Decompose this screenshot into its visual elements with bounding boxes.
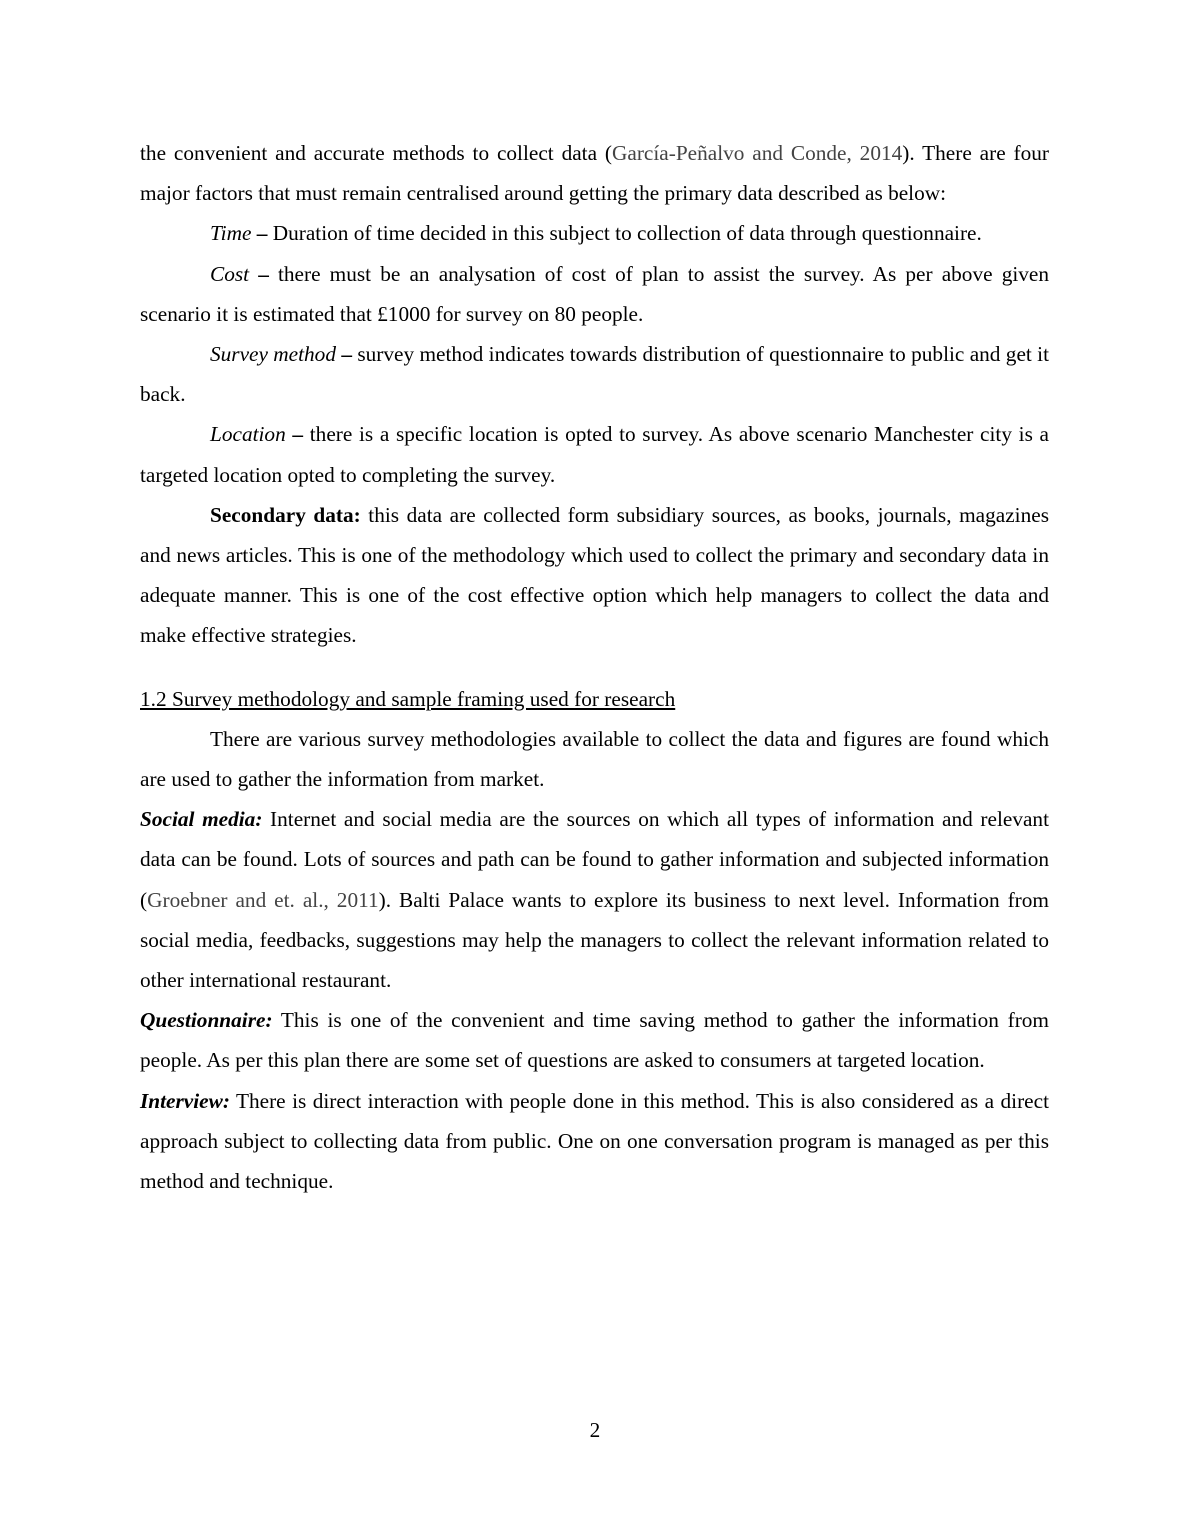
factor-time bbox=[140, 213, 1049, 253]
factor-dash: – bbox=[249, 261, 278, 286]
method-term: Social media: bbox=[140, 807, 263, 832]
citation-groebner: Groebner and et. al., 2011 bbox=[147, 887, 379, 912]
factor-dash: – bbox=[285, 422, 310, 447]
citation-garcia: García-Peñalvo and Conde, 2014 bbox=[611, 141, 903, 165]
method-text: There is direct interaction with people done in this method. This is also considered as a direct approach subject to collecting data from public. One on one conversation program is managed as per this method and technique. bbox=[140, 1088, 1049, 1194]
method-term: Interview: bbox=[140, 1088, 230, 1113]
section-heading: 1.2 Survey methodology and sample framing used for research bbox=[140, 686, 676, 711]
factor-text: there must be an analysation of cost of plan to assist the survey. As per above given scenario it is estimated that £1000 for survey on 80 people. bbox=[140, 261, 1050, 326]
section-intro: There are various survey methodologies available to collect the data and figures are found which are used to gather the information from market. bbox=[140, 726, 1049, 792]
factor-text: survey method indicates towards distribution of questionnaire to public and get it back. bbox=[140, 342, 1049, 407]
factor-dash: – bbox=[335, 342, 358, 367]
secondary-data-text: this data are collected form subsidiary sources, as books, journals, magazines and news articles. This is one of the methodology which used to collect the primary and secondary data in adequate manner. This is one of the cost effective option which help managers to collect the data and make effective strategies. bbox=[140, 502, 1049, 648]
factor-dash: – bbox=[251, 221, 273, 246]
document-page bbox=[140, 133, 1049, 1201]
method-text: This is one of the convenient and time saving method to gather the information from people. As per this plan there are some set of questions are asked to consumers at targeted location. bbox=[140, 1008, 1049, 1073]
factor-term: Survey method bbox=[210, 342, 336, 367]
page-number: 2 bbox=[589, 1418, 601, 1442]
factor-text: there is a specific location is opted to survey. As above scenario Manchester city is a targeted location opted to completing the survey. bbox=[140, 422, 1050, 487]
factor-term: Location bbox=[210, 422, 286, 447]
factor-location bbox=[140, 414, 1049, 494]
method-term: Questionnaire: bbox=[140, 1008, 273, 1033]
method-text-1: Internet and social media are the sources on which all types of information and relevant data can be found. Lots of sources and path can be found to gather information and subjected information ( bbox=[140, 807, 1049, 912]
method-social-media bbox=[140, 799, 1049, 1000]
intro-paragraph bbox=[140, 133, 1049, 213]
factor-term: Time bbox=[210, 221, 252, 246]
secondary-data-paragraph bbox=[140, 495, 1049, 656]
method-questionnaire bbox=[140, 1000, 1049, 1080]
factor-term: Cost bbox=[210, 261, 250, 286]
method-text-2: ). Balti Palace wants to explore its business to next level. Information from social media, feedbacks, suggestions may help the managers to collect the relevant information related to other international restaurant. bbox=[140, 887, 1049, 993]
factor-text: Duration of time decided in this subject to collection of data through questionnaire. bbox=[272, 221, 982, 246]
factor-survey-method bbox=[140, 334, 1049, 414]
intro-text-2: ). There are four major factors that must remain centralised around getting the primary data described as below: bbox=[140, 141, 1049, 206]
secondary-data-term: Secondary data: bbox=[210, 502, 361, 527]
factor-cost bbox=[140, 254, 1049, 334]
intro-text-1: the convenient and accurate methods to collect data ( bbox=[140, 141, 612, 165]
method-interview bbox=[140, 1081, 1049, 1202]
